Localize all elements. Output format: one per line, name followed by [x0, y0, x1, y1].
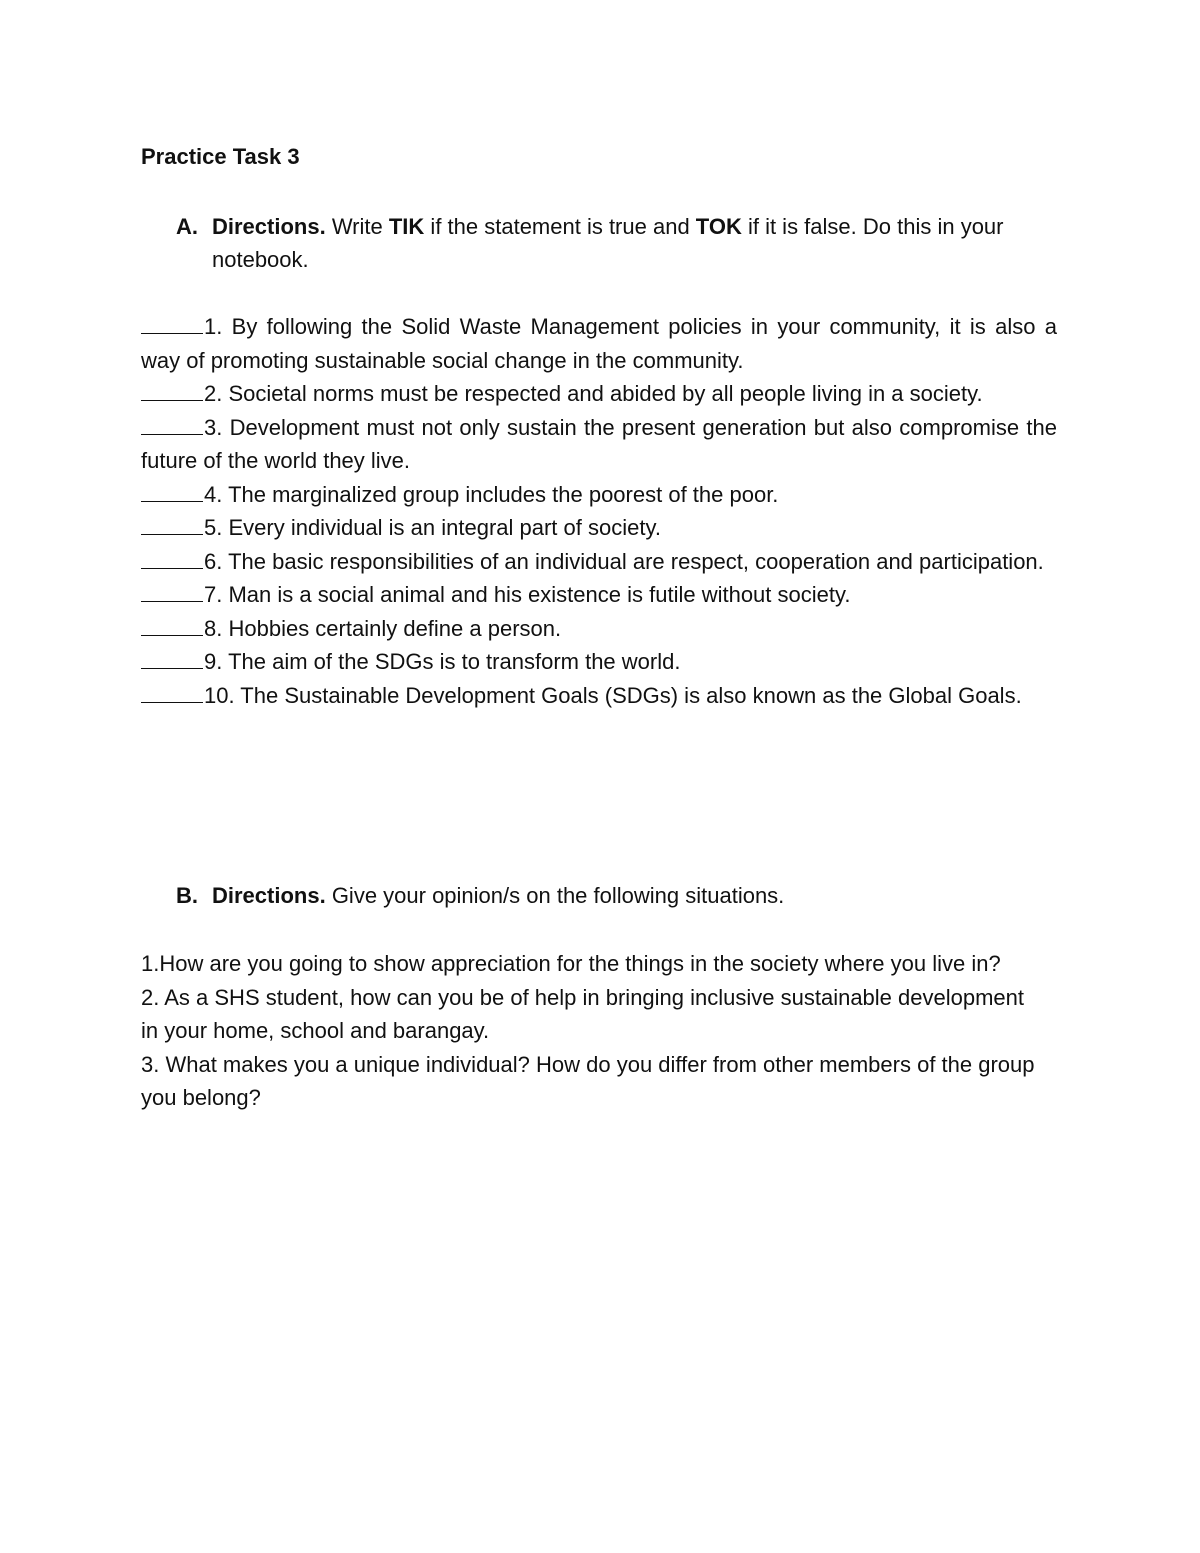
answer-blank[interactable] [141, 648, 203, 669]
item-text: Hobbies certainly define a person. [222, 615, 562, 641]
item-text: Societal norms must be respected and abided by all people living in a society. [222, 381, 983, 406]
section-b-directions-text [212, 879, 1058, 912]
item-number: 6. [204, 548, 223, 574]
item-number: 5. [204, 515, 223, 540]
answer-blank[interactable] [141, 548, 203, 569]
item-text: The aim of the SDGs is to transform the world. [222, 649, 681, 674]
list-item [141, 578, 1057, 612]
section-b-directions [176, 879, 1058, 912]
list-item [141, 679, 1057, 713]
section-b-letter: B. [176, 883, 198, 908]
directions-label: Directions. [212, 883, 326, 908]
section-a-directions [176, 210, 1058, 276]
answer-blank[interactable] [141, 380, 203, 401]
item-number: 7. [204, 582, 223, 607]
answer-blank[interactable] [141, 581, 203, 602]
question-item: 3. What makes you a unique individual? How do you differ from other members of the group you belong? [141, 1051, 1035, 1110]
directions-text-part: if the statement is true and [424, 214, 696, 239]
item-number: 3. [204, 414, 223, 440]
page-title: Practice Task 3 [141, 144, 300, 169]
tik-label: TIK [388, 214, 425, 239]
item-number: 10. [204, 682, 235, 708]
item-number: 2. [204, 381, 223, 406]
item-text: The marginalized group includes the poorest of the poor. [222, 481, 779, 507]
directions-text-part: Write [325, 214, 389, 239]
answer-blank[interactable] [141, 615, 203, 636]
answer-blank[interactable] [141, 682, 203, 703]
answer-blank[interactable] [141, 481, 203, 502]
answer-blank[interactable] [141, 414, 203, 435]
item-number: 8. [204, 615, 223, 641]
section-a-directions-text [212, 210, 1058, 276]
answer-blank[interactable] [141, 313, 203, 334]
list-item [141, 478, 1057, 512]
item-text: The basic responsibilities of an individual are respect, cooperation and participation. [222, 548, 1044, 574]
list-item [141, 310, 1057, 377]
list-item [141, 377, 1057, 411]
item-text: Every individual is an integral part of society. [222, 515, 661, 540]
list-item [141, 612, 1057, 646]
opinion-questions [141, 947, 1041, 1115]
item-number: 1. [204, 314, 223, 339]
directions-text-part: if it is false. Do this in your notebook. [212, 214, 1004, 272]
question-item: 1.How are you going to show appreciation for the things in the society where you live in? [141, 951, 1001, 976]
item-text: By following the Solid Waste Management policies in your community, it is also a way of promoting sustainable social change in the community. [141, 314, 1057, 373]
tok-label: TOK [695, 214, 742, 239]
directions-label: Directions. [212, 214, 326, 239]
item-number: 4. [204, 481, 223, 507]
item-text: Man is a social animal and his existence is futile without society. [222, 582, 851, 607]
item-number: 9. [204, 649, 223, 674]
answer-blank[interactable] [141, 514, 203, 535]
list-item [141, 511, 1057, 545]
list-item [141, 545, 1057, 579]
list-item [141, 645, 1057, 679]
list-item [141, 411, 1057, 478]
item-text: Development must not only sustain the present generation but also compromise the future of the world they live. [141, 414, 1057, 473]
item-text: The Sustainable Development Goals (SDGs) is also known as the Global Goals. [234, 682, 1022, 708]
true-false-list [141, 310, 1057, 712]
directions-text-part: Give your opinion/s on the following situations. [325, 883, 785, 908]
question-item: 2. As a SHS student, how can you be of help in bringing inclusive sustainable development in your home, school and barangay. [141, 984, 1024, 1043]
section-a-letter: A. [176, 214, 198, 239]
